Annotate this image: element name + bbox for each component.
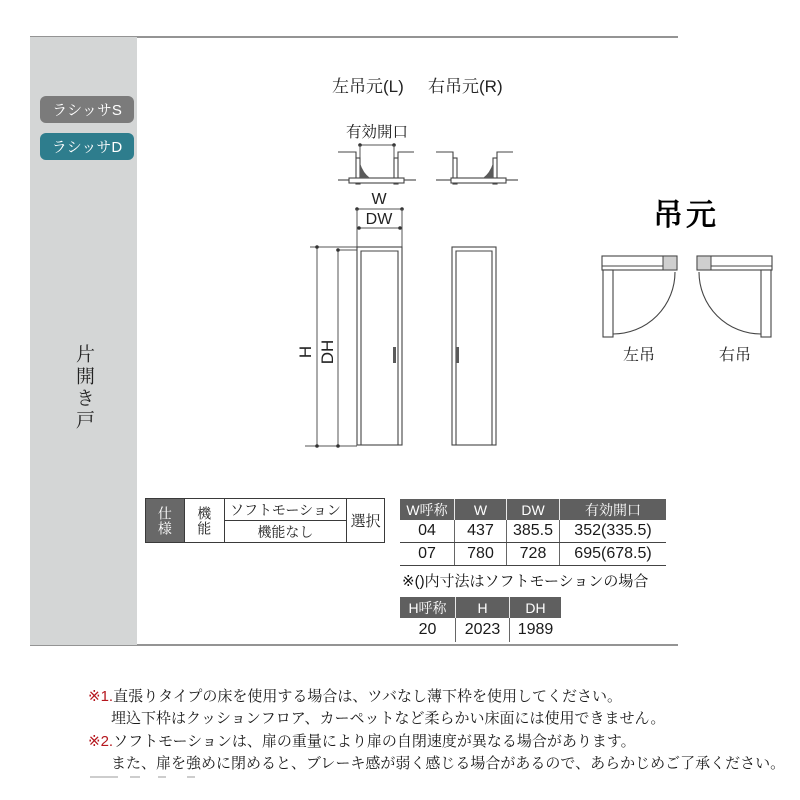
function-header-cell [184, 499, 224, 542]
dim-dw-label: DW [365, 211, 393, 228]
w-table-cell: 437 [454, 520, 506, 542]
h-table-header-dh: DH [509, 597, 561, 618]
footnote-1-line-2: 埋込下枠はクッションフロア、カーペットなど柔らかい床面には使用できません。 [111, 710, 666, 727]
spec-table [145, 498, 385, 543]
dim-h-label: H [296, 345, 315, 359]
footnote-2-line-2: また、扉を強めに閉めると、ブレーキ感が弱く感じる場合があるので、あらかじめご了承ください。 [111, 755, 786, 772]
height-dimensions [296, 245, 357, 448]
h-table-row [400, 618, 561, 642]
hinge-mark-right [483, 163, 493, 178]
w-table-header-wname: W呼称 [406, 501, 448, 518]
w-table-header-dw: DW [506, 499, 559, 520]
spec-header-label: 仕様 [156, 505, 173, 536]
w-table-cell: 07 [418, 545, 436, 562]
h-table-header-h: H [455, 597, 509, 618]
swing-diagram-right-hung [697, 256, 772, 364]
function-header-label: 機能 [196, 505, 213, 536]
right-hinge-header: 右吊元(R) [428, 77, 503, 96]
footnote-2-text: ソフトモーションは、扉の重量により扉の自閉速度が異なる場合があります。 [113, 733, 636, 750]
h-table-cell: 2023 [455, 618, 509, 642]
door-handle-left-elevation [393, 347, 396, 363]
dim-dh-label: DH [318, 339, 337, 365]
width-dimensions [355, 191, 404, 247]
h-table-header [400, 597, 561, 618]
h-table-header-hname: H呼称 [408, 599, 447, 616]
effective-opening-label: 有効開口 [345, 124, 409, 141]
footnote-1-marker: ※1. [88, 688, 114, 705]
w-table-cell: 728 [506, 543, 559, 565]
w-table-note: ※()内寸法はソフトモーションの場合 [402, 573, 649, 590]
h-table-cell: 1989 [509, 618, 561, 642]
cropped-text-fragment [130, 776, 140, 778]
w-table-cell: 695(678.5) [559, 543, 666, 565]
series-badge-s-label: ラシッサS [52, 102, 122, 119]
swing-left-label: 左吊 [622, 347, 656, 364]
cropped-text-fragment [187, 776, 195, 778]
w-table-cell: 04 [418, 522, 436, 539]
hinge-mark-left [360, 163, 370, 178]
function-options [224, 499, 346, 542]
cropped-text-fragment [90, 776, 118, 778]
w-table-row [400, 520, 666, 543]
spec-header-cell [146, 499, 184, 542]
footnote-2-marker: ※2. [88, 733, 114, 750]
category-title: 片開き戸 [73, 344, 94, 432]
door-handle-right-elevation [456, 347, 459, 363]
w-table-header-opening: 有効開口 [559, 499, 666, 520]
footnote-2-line-1 [88, 730, 636, 751]
sidebar [30, 37, 137, 645]
footnote-1-text: 直張りタイプの床を使用する場合は、ツバなし薄下枠を使用してください。 [113, 688, 623, 705]
option-none: 機能なし [257, 523, 314, 540]
series-badge-lasissa-d[interactable] [40, 133, 134, 160]
series-badge-lasissa-s[interactable] [40, 96, 134, 123]
footnote-1-line-1 [88, 685, 622, 706]
hinge-side-diagrams [595, 250, 780, 375]
cropped-text-fragment [158, 776, 166, 778]
w-table-header [400, 499, 666, 520]
left-hinge-header: 左吊元(L) [332, 77, 404, 96]
elevation-left-hung [357, 247, 402, 445]
h-dimension-table [400, 597, 561, 642]
select-cell: 選択 [346, 499, 384, 542]
w-table-cell: 352(335.5) [559, 520, 666, 542]
swing-diagram-left-hung [602, 256, 677, 364]
plan-view-right-hung [436, 152, 518, 184]
door-technical-drawing [280, 60, 540, 460]
option-soft-motion: ソフトモーション [225, 499, 346, 521]
swing-right-label: 右吊 [718, 347, 752, 364]
series-badge-d-label: ラシッサD [51, 139, 123, 156]
w-table-cell: 385.5 [506, 520, 559, 542]
w-table-cell: 780 [454, 543, 506, 565]
w-table-row [400, 543, 666, 566]
h-table-cell: 20 [418, 621, 437, 638]
elevation-right-hung [452, 247, 496, 445]
effective-opening-dimension [346, 123, 408, 158]
plan-view-left-hung [338, 152, 416, 184]
hinge-side-title: 吊元 [653, 199, 719, 232]
w-dimension-table [400, 499, 666, 566]
w-table-header-w: W [454, 499, 506, 520]
dim-w-label: W [371, 191, 387, 208]
